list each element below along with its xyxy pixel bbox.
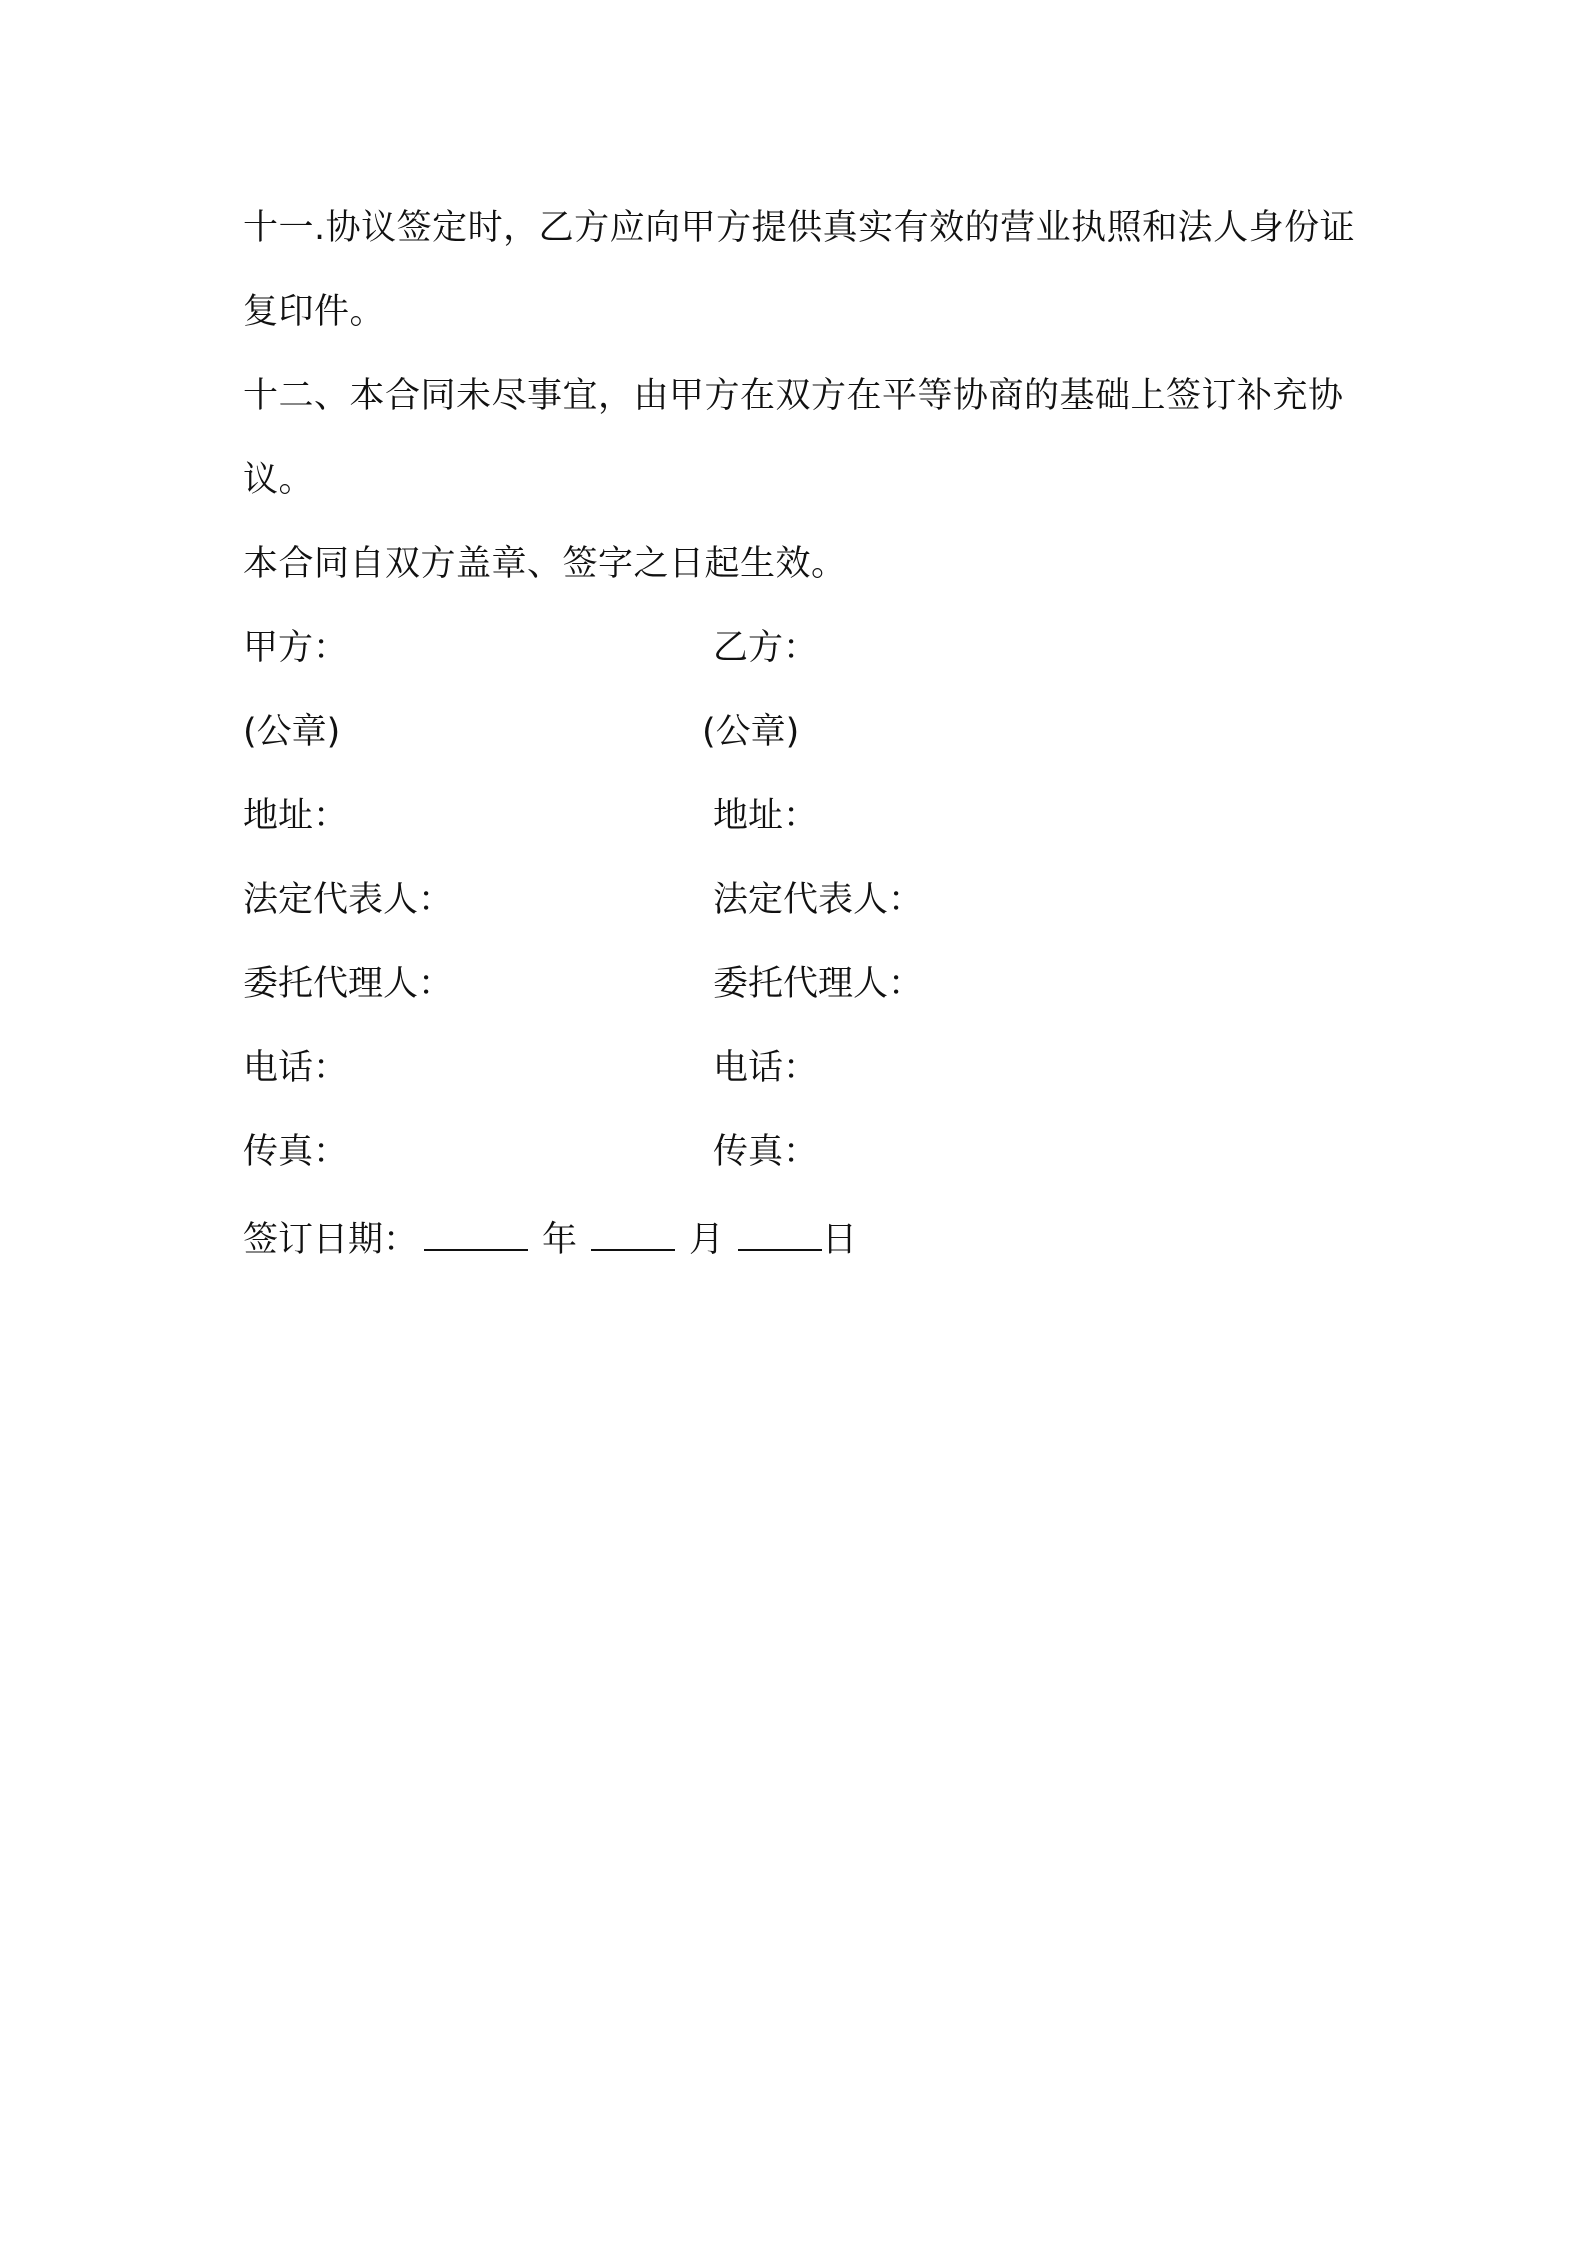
year-label: 年: [542, 1220, 578, 1260]
party-a-agent-label: 委托代理人：: [243, 964, 454, 1004]
party-a-name-label: 甲方：: [243, 628, 349, 668]
effective-clause-text: 本合同自双方盖章、签字之日起生效。: [243, 544, 847, 584]
party-a-fax-label: 传真：: [243, 1132, 349, 1172]
effective-clause: [243, 522, 1363, 606]
month-blank[interactable]: [591, 1211, 675, 1251]
party-a-address-label: 地址：: [243, 796, 349, 836]
clause-12: [243, 354, 1363, 522]
party-b-seal-label: (公章): [702, 712, 800, 752]
party-b-fax-label: 传真：: [713, 1132, 819, 1172]
party-b-address-label: 地址：: [713, 796, 819, 836]
day-label: 日: [822, 1220, 858, 1260]
party-a-legal-rep-label: 法定代表人：: [243, 880, 454, 920]
party-b-name-label: 乙方：: [713, 628, 819, 668]
year-blank[interactable]: [424, 1211, 528, 1251]
clause-11-text: 十一.协议签定时，乙方应向甲方提供真实有效的营业执照和法人身份证复印件。: [243, 208, 1356, 332]
signing-date-label: 签订日期：: [243, 1220, 419, 1260]
day-blank[interactable]: [738, 1211, 822, 1251]
party-b-phone-label: 电话：: [713, 1048, 819, 1088]
party-a-seal-label: (公章): [243, 712, 341, 752]
clause-12-text: 十二、本合同未尽事宜，由甲方在双方在平等协商的基础上签订补充协议。: [243, 376, 1344, 500]
month-label: 月: [689, 1220, 725, 1260]
party-a-phone-label: 电话：: [243, 1048, 349, 1088]
party-b-legal-rep-label: 法定代表人：: [713, 880, 924, 920]
signing-date-row: [243, 1211, 857, 1261]
clause-11: [243, 186, 1363, 354]
party-b-agent-label: 委托代理人：: [713, 964, 924, 1004]
